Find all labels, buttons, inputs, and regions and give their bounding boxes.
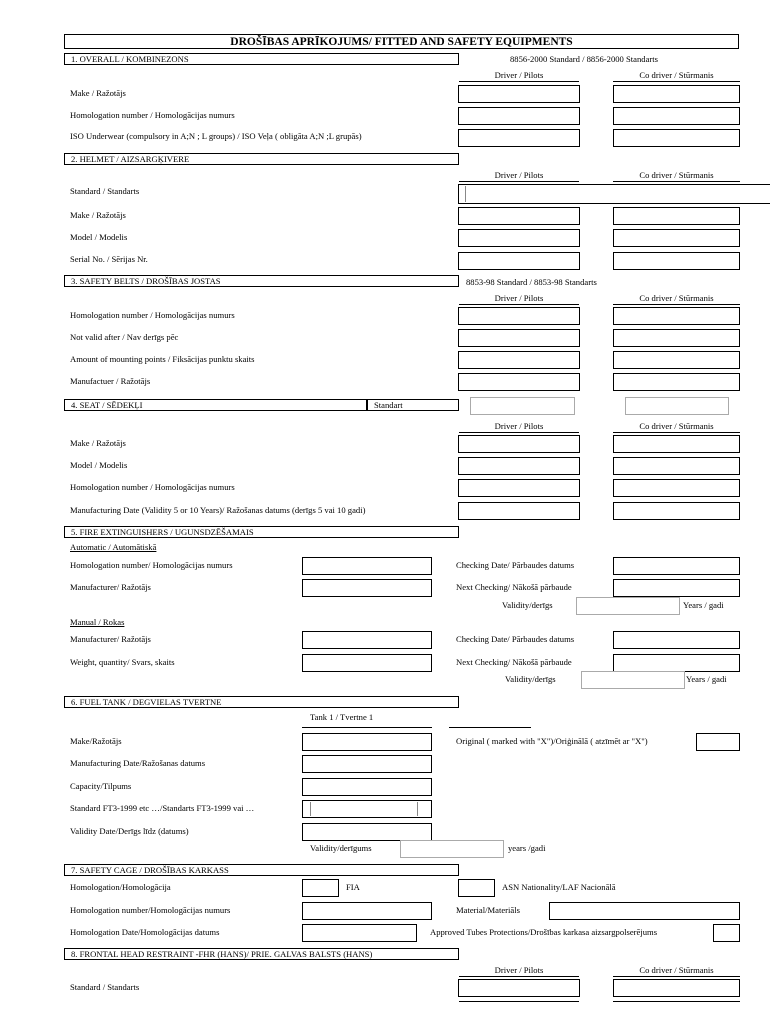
- belts-homologation-codriver-field[interactable]: [613, 307, 740, 325]
- tank-standard-divider: [310, 802, 311, 816]
- manual-next-checking-label: Next Checking/ Nākošā pārbaude: [456, 657, 572, 667]
- cage-material-field[interactable]: [549, 902, 740, 920]
- section-5-header: 5. FIRE EXTINGUISHERS / UGUNSDZĒŠAMAIS: [64, 526, 459, 538]
- auto-validity-label: Validity/derīgs: [502, 600, 553, 610]
- helmet-serial-label: Serial No. / Sērijas Nr.: [70, 254, 148, 264]
- hans-standard-driver-field[interactable]: [458, 979, 580, 997]
- belts-manufacturer-driver-field[interactable]: [458, 373, 580, 391]
- overall-homologation-driver-field[interactable]: [458, 107, 580, 125]
- tank-standard-divider: [417, 802, 418, 816]
- tank-standard-label: Standard FT3-1999 etc …/Standarts FT3-1999 vai …: [70, 803, 255, 813]
- auto-manufacturer-field[interactable]: [302, 579, 432, 597]
- helmet-make-driver-field[interactable]: [458, 207, 580, 225]
- auto-checking-field[interactable]: [613, 557, 740, 575]
- cage-homologation-date-label: Homologation Date/Homologācijas datums: [70, 927, 220, 937]
- codriver-column-label: Co driver / Stūrmanis: [639, 70, 714, 80]
- seat-standard-driver-field[interactable]: [470, 397, 575, 415]
- seat-standard-codriver-field[interactable]: [625, 397, 729, 415]
- helmet-model-codriver-field[interactable]: [613, 229, 740, 247]
- helmet-standard-label: Standard / Standarts: [70, 186, 140, 196]
- helmet-standard-field[interactable]: [458, 184, 770, 204]
- belts-notvalid-driver-field[interactable]: [458, 329, 580, 347]
- driver-column-label: Driver / Pilots: [494, 421, 544, 431]
- helmet-standard-divider: [465, 186, 466, 202]
- cage-asn-checkbox[interactable]: [458, 879, 495, 897]
- seat-date-codriver-field[interactable]: [613, 502, 740, 520]
- auto-years-label: Years / gadi: [683, 600, 724, 610]
- cage-asn-label: ASN Nationality/LAF Nacionālā: [502, 882, 616, 892]
- section-3-header: 3. SAFETY BELTS / DROŠĪBAS JOSTAS: [64, 275, 459, 287]
- hans-standard-codriver-field[interactable]: [613, 979, 740, 997]
- section-4-header: 4. SEAT / SĒDEKĻI: [64, 399, 367, 411]
- seat-standard-label: Standart: [367, 399, 459, 411]
- tank-validity-label: Validity/derīgums: [310, 843, 372, 853]
- tank-original-field[interactable]: [696, 733, 740, 751]
- tank-validity-field[interactable]: [400, 840, 504, 858]
- driver-column-label: Driver / Pilots: [494, 965, 544, 975]
- belts-manufacturer-label: Manufactuer / Ražotājs: [70, 376, 151, 386]
- helmet-serial-codriver-field[interactable]: [613, 252, 740, 270]
- overall-homologation-label: Homologation number / Homologācijas numurs: [70, 110, 235, 120]
- manual-years-label: Years / gadi: [686, 674, 727, 684]
- hans-standard-label: Standard / Standarts: [70, 982, 140, 992]
- seat-model-label: Model / Modelis: [70, 460, 128, 470]
- driver-column-label: Driver / Pilots: [494, 293, 544, 303]
- tank-standard-field[interactable]: [302, 800, 432, 818]
- overall-standard: 8856-2000 Standard / 8856-2000 Standarts: [510, 54, 658, 64]
- helmet-model-label: Model / Modelis: [70, 232, 128, 242]
- manual-next-checking-field[interactable]: [613, 654, 740, 672]
- belts-mounting-label: Amount of mounting points / Fiksācijas punktu skaits: [70, 354, 255, 364]
- manual-validity-field[interactable]: [581, 671, 685, 689]
- cage-homologation-label: Homologation/Homologācija: [70, 882, 171, 892]
- cage-fia-checkbox[interactable]: [302, 879, 339, 897]
- auto-checking-label: Checking Date/ Pārbaudes datums: [456, 560, 575, 570]
- tank-original-label: Original ( marked with "X")/Oriģinālā ( atzīmēt ar "X"): [456, 736, 648, 746]
- overall-make-driver-field[interactable]: [458, 85, 580, 103]
- belts-standard: 8853-98 Standard / 8853-98 Standarts: [466, 277, 597, 287]
- belts-manufacturer-codriver-field[interactable]: [613, 373, 740, 391]
- helmet-make-codriver-field[interactable]: [613, 207, 740, 225]
- seat-make-label: Make / Ražotājs: [70, 438, 126, 448]
- cage-homologation-date-field[interactable]: [302, 924, 417, 942]
- tank-validity-date-label: Validity Date/Derīgs līdz (datums): [70, 826, 189, 836]
- section-7-header: 7. SAFETY CAGE / DROŠĪBAS KARKASS: [64, 864, 459, 876]
- section-2-header: 2. HELMET / AIZSARGĶIVERE: [64, 153, 459, 165]
- codriver-column-label: Co driver / Stūrmanis: [639, 293, 714, 303]
- auto-homologation-label: Homologation number/ Homologācijas numurs: [70, 560, 233, 570]
- overall-make-label: Make / Ražotājs: [70, 88, 126, 98]
- belts-notvalid-codriver-field[interactable]: [613, 329, 740, 347]
- manual-manufacturer-label: Manufacturer/ Ražotājs: [70, 634, 151, 644]
- codriver-column-label: Co driver / Stūrmanis: [639, 421, 714, 431]
- belts-mounting-driver-field[interactable]: [458, 351, 580, 369]
- seat-manufacturing-date-label: Manufacturing Date (Validity 5 or 10 Years)/ Ražošanas datums (derīgs 5 vai 10 gadi): [70, 505, 366, 515]
- seat-model-driver-field[interactable]: [458, 457, 580, 475]
- manual-weight-field[interactable]: [302, 654, 432, 672]
- manual-validity-label: Validity/derīgs: [505, 674, 556, 684]
- overall-underwear-label: ISO Underwear (compulsory in A;N ; L groups) / ISO Veļa ( obligāta A;N ;L grupās): [70, 131, 362, 141]
- codriver-column-label: Co driver / Stūrmanis: [639, 965, 714, 975]
- tank-manufacturing-date-label: Manufacturing Date/Ražošanas datums: [70, 758, 206, 768]
- overall-underwear-codriver-field[interactable]: [613, 129, 740, 147]
- cage-fia-label: FIA: [346, 882, 360, 892]
- seat-model-codriver-field[interactable]: [613, 457, 740, 475]
- codriver-column-label: Co driver / Stūrmanis: [639, 170, 714, 180]
- overall-underwear-driver-field[interactable]: [458, 129, 580, 147]
- overall-make-codriver-field[interactable]: [613, 85, 740, 103]
- cage-material-label: Material/Materiāls: [456, 905, 520, 915]
- auto-next-checking-field[interactable]: [613, 579, 740, 597]
- auto-homologation-field[interactable]: [302, 557, 432, 575]
- driver-column-label: Driver / Pilots: [494, 170, 544, 180]
- tank-capacity-label: Capacity/Tilpums: [70, 781, 132, 791]
- section-1-header: 1. OVERALL / KOMBINEZONS: [64, 53, 459, 65]
- tank-make-field[interactable]: [302, 733, 432, 751]
- cage-approved-tubes-field[interactable]: [713, 924, 740, 942]
- belts-mounting-codriver-field[interactable]: [613, 351, 740, 369]
- seat-make-driver-field[interactable]: [458, 435, 580, 453]
- belts-homologation-driver-field[interactable]: [458, 307, 580, 325]
- auto-validity-field[interactable]: [576, 597, 680, 615]
- cage-homologation-number-label: Homologation number/Homologācijas numurs: [70, 905, 231, 915]
- auto-next-checking-label: Next Checking/ Nākošā pārbaude: [456, 582, 572, 592]
- belts-homologation-label: Homologation number / Homologācijas numurs: [70, 310, 235, 320]
- manual-checking-field[interactable]: [613, 631, 740, 649]
- cage-homologation-number-field[interactable]: [302, 902, 432, 920]
- helmet-make-label: Make / Ražotājs: [70, 210, 126, 220]
- seat-date-driver-field[interactable]: [458, 502, 580, 520]
- tank-manufacturing-date-field[interactable]: [302, 755, 432, 773]
- seat-homologation-codriver-field[interactable]: [613, 479, 740, 497]
- section-8-header: 8. FRONTAL HEAD RESTRAINT -FHR (HANS)/ PRIE. GALVAS BALSTS (HANS): [64, 948, 459, 960]
- form-title: DROŠĪBAS APRĪKOJUMS/ FITTED AND SAFETY EQUIPMENTS: [64, 34, 739, 49]
- tank-years-label: years /gadi: [508, 843, 546, 853]
- helmet-serial-driver-field[interactable]: [458, 252, 580, 270]
- helmet-model-driver-field[interactable]: [458, 229, 580, 247]
- driver-column-label: Driver / Pilots: [494, 70, 544, 80]
- seat-homologation-driver-field[interactable]: [458, 479, 580, 497]
- tank-make-label: Make/Ražotājs: [70, 736, 122, 746]
- seat-make-codriver-field[interactable]: [613, 435, 740, 453]
- tank-validity-date-field[interactable]: [302, 823, 432, 841]
- extinguisher-automatic-label: Automatic / Automātiskā: [70, 542, 157, 552]
- tank-capacity-field[interactable]: [302, 778, 432, 796]
- seat-homologation-label: Homologation number / Homologācijas numurs: [70, 482, 235, 492]
- cage-approved-tubes-label: Approved Tubes Protections/Drošības karkasa aizsargpolserējums: [430, 927, 658, 937]
- belts-notvalid-label: Not valid after / Nav derīgs pēc: [70, 332, 179, 342]
- section-6-header: 6. FUEL TANK / DEGVIELAS TVERTNE: [64, 696, 459, 708]
- overall-homologation-codriver-field[interactable]: [613, 107, 740, 125]
- extinguisher-manual-label: Manual / Rokas: [70, 617, 125, 627]
- auto-manufacturer-label: Manufacturer/ Ražotājs: [70, 582, 151, 592]
- manual-manufacturer-field[interactable]: [302, 631, 432, 649]
- tank-label: Tank 1 / Tvertne 1: [310, 712, 374, 722]
- manual-weight-label: Weight, quantity/ Svars, skaits: [70, 657, 175, 667]
- manual-checking-label: Checking Date/ Pārbaudes datums: [456, 634, 575, 644]
